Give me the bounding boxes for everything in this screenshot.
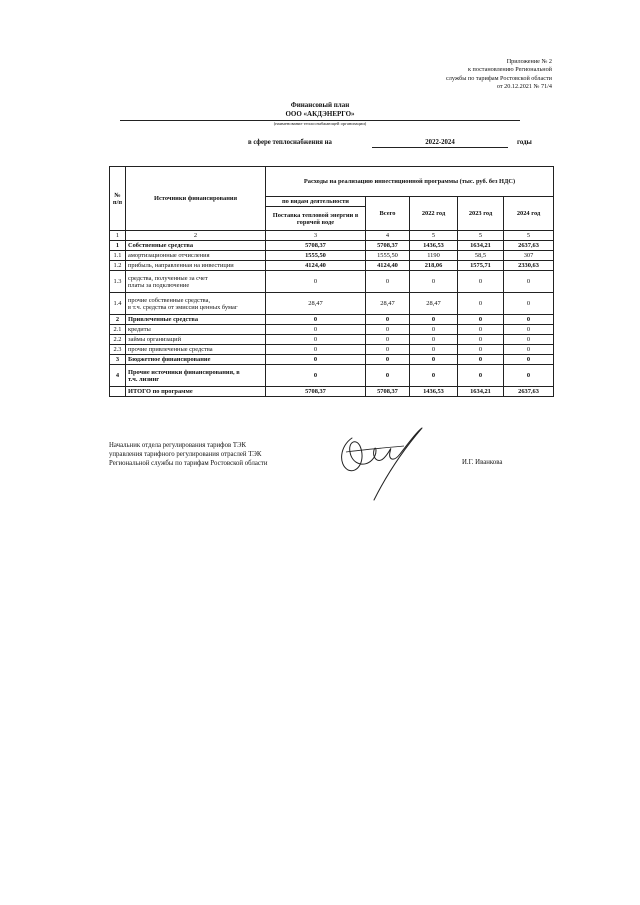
col-number: 2 [126,231,266,241]
row-2024: 2637,63 [504,387,554,397]
row-2022: 0 [410,365,458,387]
row-heat: 5708,37 [266,241,366,251]
row-num: 2.3 [110,345,126,355]
header-total: Всего [366,197,410,231]
header-expenses: Расходы на реализацию инвестиционной программы (тыс. руб. без НДС) [266,167,554,197]
table-row [110,261,554,271]
row-name-line: средства, полученные за счет [128,274,208,282]
row-total: 28,47 [366,293,410,315]
organization-name: ООО «АКДЭНЕРГО» [285,110,355,118]
row-heat: 0 [266,345,366,355]
row-heat: 0 [266,271,366,293]
table-row [110,251,554,261]
position-line: Начальник отдела регулирования тарифов ТЭК [109,442,247,449]
header-2022: 2022 год [410,197,458,231]
row-2023: 0 [458,293,504,315]
row-num: 1 [110,241,126,251]
row-total: 0 [366,271,410,293]
appendix-line: Приложение № 2 [506,58,552,65]
col-number: 3 [266,231,366,241]
row-heat: 5708,37 [266,387,366,397]
row-num: 1.1 [110,251,126,261]
row-2022: 0 [410,335,458,345]
row-total: 0 [366,345,410,355]
row-2024: 2637,63 [504,241,554,251]
row-heat: 0 [266,365,366,387]
row-total: 0 [366,365,410,387]
row-2022: 1436,53 [410,387,458,397]
header-sources: Источники финансирования [126,167,266,231]
row-2022: 1190 [410,251,458,261]
row-name-line: т.ч. лизинг [128,375,160,383]
row-num [110,387,126,397]
row-total: 1555,50 [366,251,410,261]
row-2023: 0 [458,315,504,325]
title-block [150,101,490,119]
row-heat: 0 [266,315,366,325]
row-name [126,365,266,387]
row-total: 0 [366,335,410,345]
row-2023: 1634,21 [458,241,504,251]
row-2023: 0 [458,335,504,345]
row-2022: 218,06 [410,261,458,271]
row-heat: 28,47 [266,293,366,315]
row-2022: 28,47 [410,293,458,315]
table-row [110,293,554,315]
col-number: 5 [410,231,458,241]
period-value: 2022-2024 [372,139,508,148]
row-name: амортизационные отчисления [126,251,266,261]
row-2022: 1436,53 [410,241,458,251]
handwritten-signature [330,424,430,504]
row-2022: 0 [410,355,458,365]
financial-plan-table [109,166,554,397]
row-name: займы организаций [126,335,266,345]
row-2022: 0 [410,345,458,355]
header-by-activity: по видам деятельности [266,197,366,207]
row-name: Бюджетное финансирование [126,355,266,365]
row-2022: 0 [410,325,458,335]
row-2023: 0 [458,365,504,387]
row-total: 0 [366,315,410,325]
header-num: № п/п [110,167,126,231]
table-row [110,271,554,293]
table-row [110,365,554,387]
row-num: 2.1 [110,325,126,335]
row-name [126,293,266,315]
row-name: Привлеченные средства [126,315,266,325]
row-num: 4 [110,365,126,387]
row-2024: 2330,63 [504,261,554,271]
row-2024: 0 [504,271,554,293]
table-row [110,315,554,325]
sphere-label: в сфере теплоснабжения на [248,139,332,146]
row-name-line: Прочие источники финансирования, в [128,368,240,376]
col-number: 4 [366,231,410,241]
table-row [110,325,554,335]
table-row-total [110,387,554,397]
row-2023: 58,5 [458,251,504,261]
row-name-line: в т.ч. средства от эмиссии ценных бумаг [128,303,238,311]
row-2022: 0 [410,271,458,293]
page-title: Финансовый план [290,101,350,109]
row-heat: 0 [266,335,366,345]
row-name [126,271,266,293]
row-2023: 1575,71 [458,261,504,271]
col-number: 5 [458,231,504,241]
appendix-line: к постановлению Региональной [467,66,552,74]
row-heat: 1555,50 [266,251,366,261]
row-2023: 0 [458,271,504,293]
organization-caption: (наименование теплоснабжающей организации) [273,121,367,126]
appendix-line: службы по тарифам Ростовской области [446,74,552,82]
signer-name: И.Г. Иванкова [462,459,503,466]
row-name: прибыль, направленная на инвестиции [126,261,266,271]
table-row [110,241,554,251]
row-2024: 0 [504,293,554,315]
years-label: годы [517,139,532,146]
row-name: ИТОГО по программе [126,387,266,397]
row-2024: 0 [504,325,554,335]
row-num: 1.3 [110,271,126,293]
row-2024: 307 [504,251,554,261]
position-line: Региональной службы по тарифам Ростовской области [109,460,268,468]
row-total: 0 [366,355,410,365]
row-name: прочие привлеченные средства [126,345,266,355]
header-2023: 2023 год [458,197,504,231]
row-num: 2.2 [110,335,126,345]
row-2024: 0 [504,345,554,355]
appendix-note [446,58,552,92]
row-heat: 0 [266,325,366,335]
column-number-row [110,231,554,241]
row-2023: 0 [458,325,504,335]
row-name-line: прочие собственные средства, [128,296,211,304]
header-2024: 2024 год [504,197,554,231]
row-num: 1.4 [110,293,126,315]
row-2022: 0 [410,315,458,325]
row-heat: 4124,40 [266,261,366,271]
row-2024: 0 [504,315,554,325]
row-total: 0 [366,325,410,335]
row-total: 4124,40 [366,261,410,271]
row-num: 3 [110,355,126,365]
row-2024: 0 [504,335,554,345]
row-total: 5708,37 [366,387,410,397]
row-2023: 0 [458,345,504,355]
row-num: 2 [110,315,126,325]
header-heat-supply: Поставка тепловой энергии в горячей воде [266,207,366,231]
row-2023: 1634,21 [458,387,504,397]
row-name: кредиты [126,325,266,335]
signatory-position [109,441,268,469]
table-row [110,345,554,355]
row-num: 1.2 [110,261,126,271]
row-total: 5708,37 [366,241,410,251]
col-number: 5 [504,231,554,241]
position-line: управления тарифного регулирования отраслей ТЭК [109,451,262,459]
row-heat: 0 [266,355,366,365]
row-name: Собственные средства [126,241,266,251]
row-2024: 0 [504,355,554,365]
row-2024: 0 [504,365,554,387]
table-row [110,355,554,365]
col-number: 1 [110,231,126,241]
appendix-line: от 20.12.2021 № 71/4 [496,83,552,91]
row-name-line: платы за подключение [128,281,190,289]
table-row [110,335,554,345]
row-2023: 0 [458,355,504,365]
